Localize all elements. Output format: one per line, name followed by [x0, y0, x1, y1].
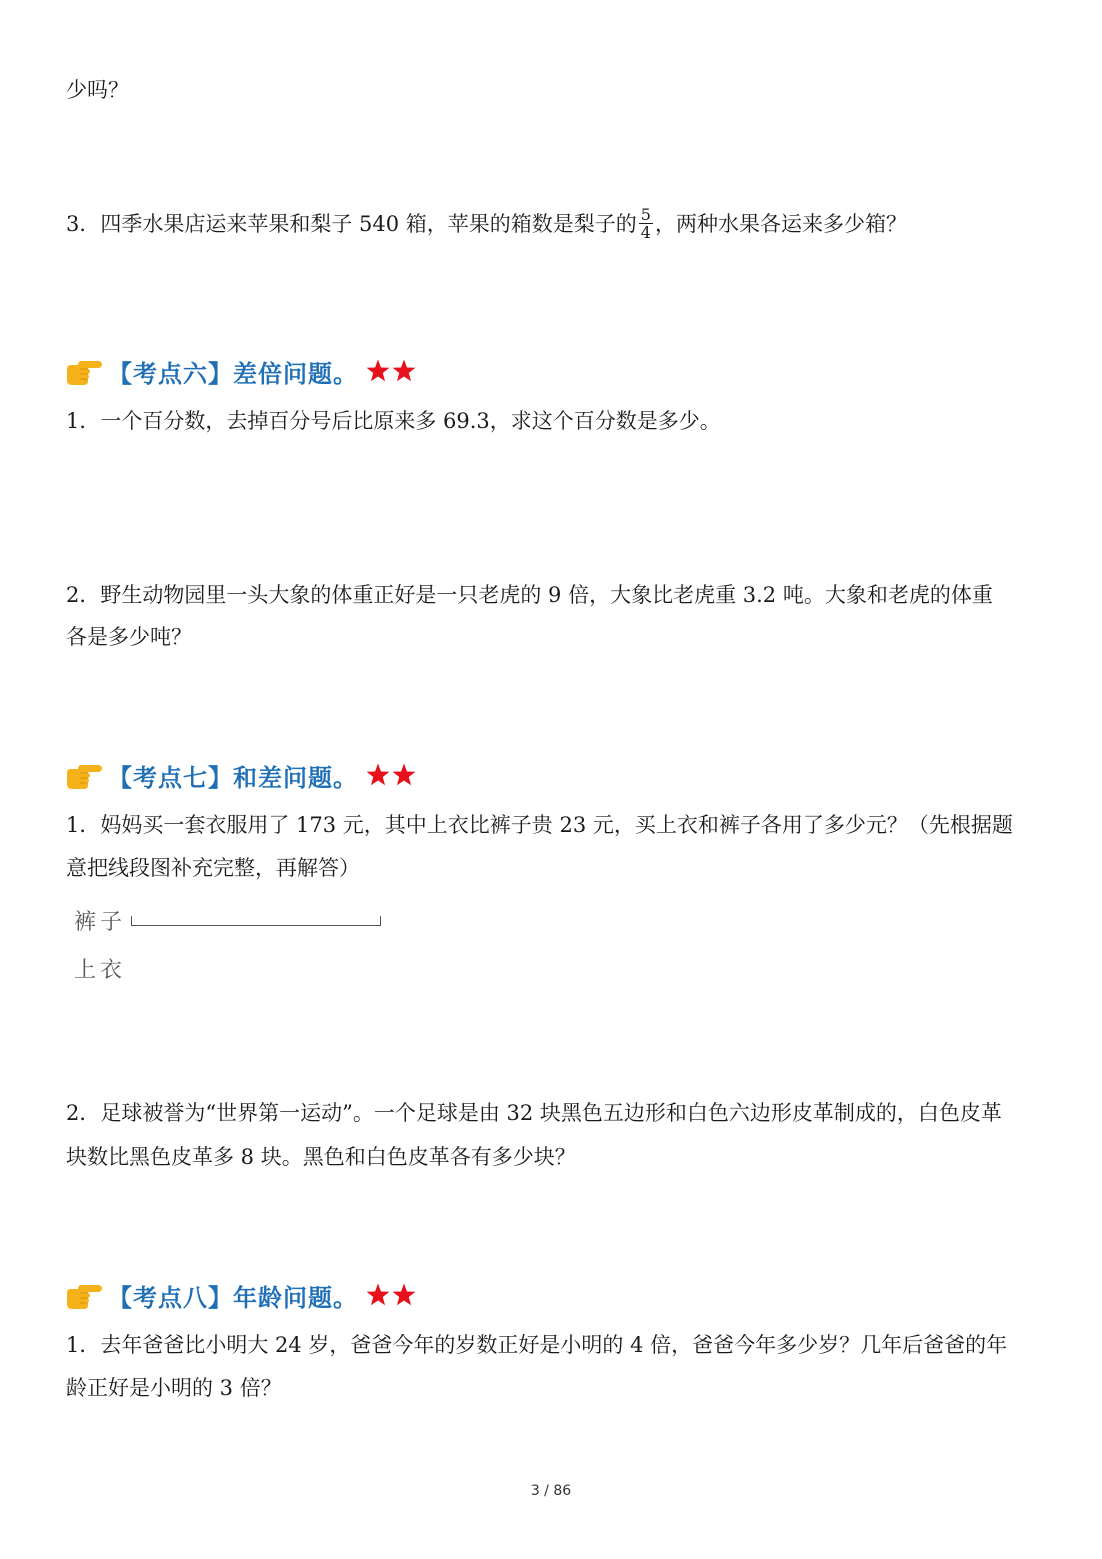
star-icon — [393, 764, 416, 786]
pointing-hand-icon — [64, 759, 104, 791]
pointing-hand-icon — [64, 355, 104, 387]
section8-question-1-line1: 1．去年爸爸比小明大 24 岁，爸爸今年的岁数正好是小明的 4 倍，爸爸今年多少岁？几年后爸爸的年 — [66, 1333, 1008, 1357]
section7-question-1-line1: 1．妈妈买一套衣服用了 173 元，其中上衣比裤子贵 23 元，买上衣和裤子各用了多少元？（先根据题 — [66, 813, 1013, 837]
section6-question-2-line1: 2．野生动物园里一头大象的体重正好是一只老虎的 9 倍，大象比老虎重 3.2 吨。大象和老虎的体重 — [66, 583, 993, 607]
question-3 — [66, 205, 907, 243]
section7-question-2-line2: 块数比黑色皮革多 8 块。黑色和白色皮革各有多少块？ — [66, 1145, 576, 1169]
section-heading-6 — [64, 351, 418, 391]
fraction-numerator: 5 — [640, 205, 651, 224]
fraction — [639, 206, 653, 241]
difficulty-stars — [366, 763, 418, 787]
diagram-label-pants: 裤子 — [74, 910, 127, 935]
question-3-text-before: 3．四季水果店运来苹果和梨子 540 箱，苹果的箱数是梨子的 — [66, 212, 637, 236]
line-segment-diagram — [131, 916, 381, 926]
star-icon — [367, 1284, 390, 1306]
star-icon — [393, 360, 416, 382]
section7-question-2-line1: 2．足球被誉为“世界第一运动”。一个足球是由 32 块黑色五边形和白色六边形皮革制成的，白色皮革 — [66, 1101, 1002, 1125]
star-icon — [393, 1284, 416, 1306]
section6-question-2-line2: 各是多少吨？ — [66, 625, 192, 649]
section8-question-1-line2: 龄正好是小明的 3 倍？ — [66, 1376, 282, 1400]
fraction-denominator: 4 — [640, 223, 651, 242]
difficulty-stars — [366, 359, 418, 383]
star-icon — [367, 360, 390, 382]
star-icon — [367, 764, 390, 786]
section-heading-7 — [64, 755, 418, 795]
section-heading-8 — [64, 1275, 418, 1315]
section7-question-1-line2: 意把线段图补充完整，再解答） — [66, 856, 360, 880]
question-3-text-after: ，两种水果各运来多少箱？ — [654, 212, 907, 236]
diagram-label-top: 上衣 — [74, 958, 127, 983]
section-title-6: 【考点六】差倍问题。 — [108, 359, 358, 388]
section-title-7: 【考点七】和差问题。 — [108, 763, 358, 792]
section6-question-1: 1．一个百分数，去掉百分号后比原来多 69.3，求这个百分数是多少。 — [66, 409, 721, 433]
pointing-hand-icon — [64, 1279, 104, 1311]
page-number: 3 / 86 — [530, 1483, 572, 1499]
continued-question-tail: 少吗？ — [66, 78, 129, 102]
section-title-8: 【考点八】年龄问题。 — [108, 1283, 358, 1312]
difficulty-stars — [366, 1283, 418, 1307]
